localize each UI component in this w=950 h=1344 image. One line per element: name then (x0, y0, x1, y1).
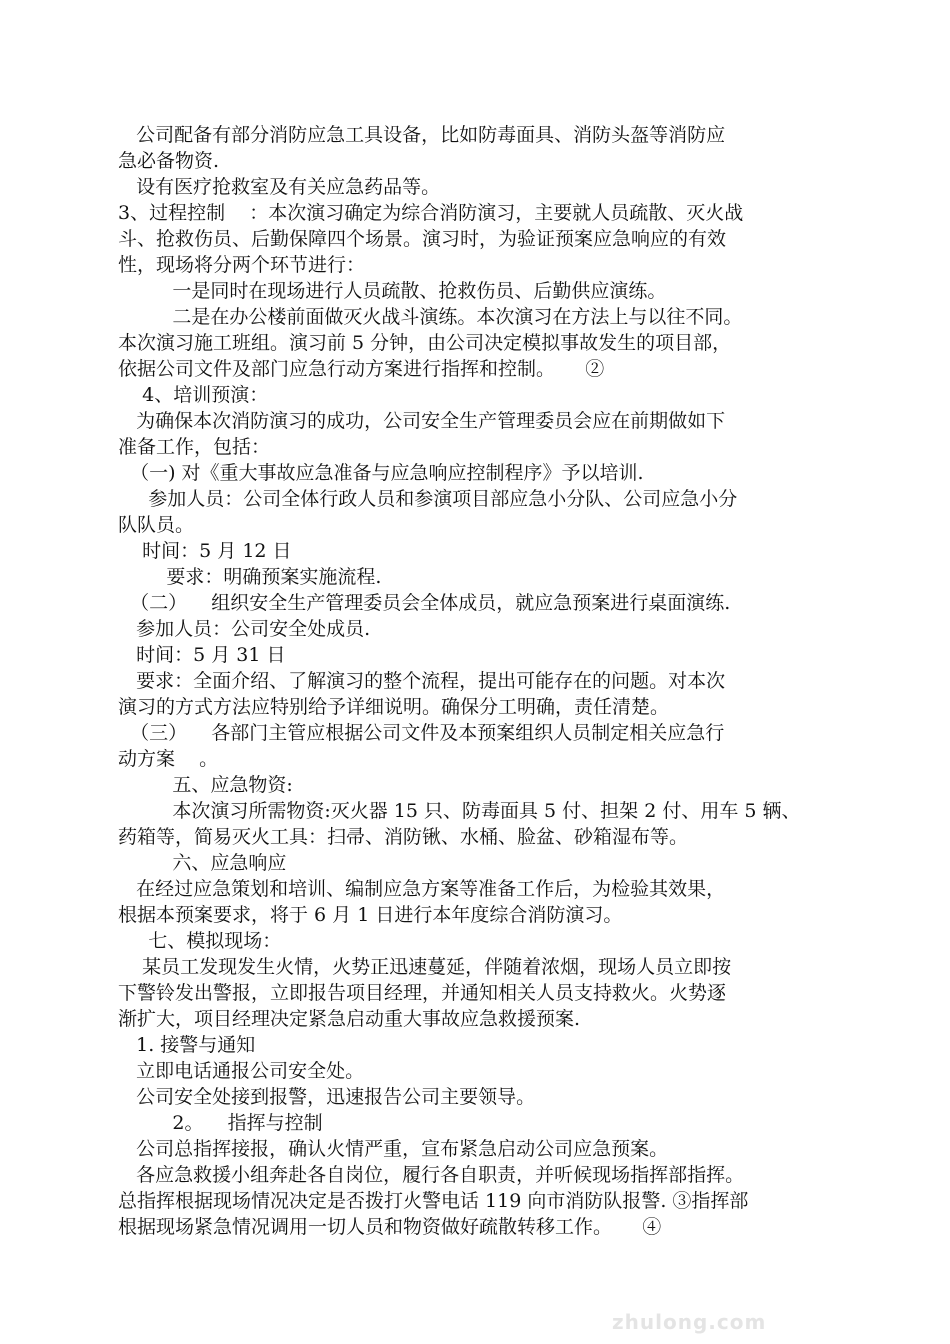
text-line: 在经过应急策划和培训、编制应急方案等准备工作后，为检验其效果， (118, 878, 726, 900)
text-line: 准备工作，包括： (118, 436, 271, 458)
text-line: 性，现场将分两个环节进行： (118, 254, 366, 276)
text-line: 时间：5 月 12 日 (118, 540, 292, 562)
text-line: 2。 指挥与控制 (118, 1112, 323, 1134)
text-line: 为确保本次消防演习的成功，公司安全生产管理委员会应在前期做如下 (118, 410, 726, 432)
text-line: 一是同时在现场进行人员疏散、抢救伤员、后勤供应演练。 (118, 280, 667, 302)
text-line: （三） 各部门主管应根据公司文件及本预案组织人员制定相关应急行 (118, 722, 725, 744)
text-line: 要求：全面介绍、了解演习的整个流程，提出可能存在的问题。对本次 (118, 670, 726, 692)
text-line: 参加人员：公司安全处成员. (118, 618, 371, 640)
text-line: 本次演习所需物资:灭火器 15 只、防毒面具 5 付、担架 2 付、用车 5 辆、 (118, 800, 801, 822)
text-line: 动方案 。 (118, 748, 219, 770)
text-line: 根据本预案要求，将于 6 月 1 日进行本年度综合消防演习。 (118, 904, 623, 926)
text-line: 总指挥根据现场情况决定是否拨打火警电话 119 向市消防队报警. ③指挥部 (118, 1190, 749, 1212)
text-line: 3、过程控制 ：本次演习确定为综合消防演习，主要就人员疏散、灭火战 (118, 202, 744, 224)
text-line: 斗、抢救伤员、后勤保障四个场景。演习时，为验证预案应急响应的有效 (118, 228, 727, 250)
text-line: （一) 对《重大事故应急准备与应急响应控制程序》予以培训. (118, 462, 644, 484)
text-line: 本次演习施工班组。演习前 5 分钟，由公司决定模拟事故发生的项目部， (118, 332, 732, 354)
text-line: 要求：明确预案实施流程. (118, 566, 382, 588)
text-line: 各应急救援小组奔赴各自岗位，履行各自职责，并听候现场指挥部指挥。 (118, 1164, 745, 1186)
text-line: 依据公司文件及部门应急行动方案进行指挥和控制。 ② (118, 358, 605, 380)
text-line: 4、培训预演： (118, 384, 269, 406)
text-line: 演习的方式方法应特别给予详细说明。确保分工明确，责任清楚。 (118, 696, 670, 718)
text-line: 六、应急响应 (118, 852, 287, 874)
text-line: 五、应急物资: (118, 774, 293, 796)
text-line: 二是在办公楼前面做灭火战斗演练。本次演习在方法上与以往不同。 (118, 306, 743, 328)
text-line: 药箱等，简易灭火工具：扫帚、消防锹、水桶、脸盆、砂箱湿布等。 (118, 826, 689, 848)
text-line: 立即电话通报公司安全处。 (118, 1060, 365, 1082)
text-line: 设有医疗抢救室及有关应急药品等。 (118, 176, 441, 198)
text-line: 某员工发现发生火情，火势正迅速蔓延，伴随着浓烟，现场人员立即按 (118, 956, 732, 978)
text-line: 下警铃发出警报，立即报告项目经理，并通知相关人员支持救火。火势逐 (118, 982, 727, 1004)
text-line: 渐扩大，项目经理决定紧急启动重大事故应急救援预案. (118, 1008, 581, 1030)
text-line: 根据现场紧急情况调用一切人员和物资做好疏散转移工作。 ④ (118, 1216, 662, 1238)
text-line: 时间：5 月 31 日 (118, 644, 286, 666)
watermark: zhulong.com (612, 1310, 767, 1334)
text-line: （二） 组织安全生产管理委员会全体成员，就应急预案进行桌面演练. (118, 592, 731, 614)
text-line: 急必备物资. (118, 150, 220, 172)
text-line: 公司总指挥接报，确认火情严重，宣布紧急启动公司应急预案。 (118, 1138, 669, 1160)
text-line: 公司安全处接到报警，迅速报告公司主要领导。 (118, 1086, 536, 1108)
text-line: 1. 接警与通知 (118, 1034, 256, 1056)
text-line: 队队员。 (118, 514, 195, 536)
text-line: 七、模拟现场： (118, 930, 282, 952)
text-line: 公司配备有部分消防应急工具设备，比如防毒面具、消防头盔等消防应 (118, 124, 726, 146)
text-line: 参加人员：公司全体行政人员和参演项目部应急小分队、公司应急小分 (118, 488, 738, 510)
